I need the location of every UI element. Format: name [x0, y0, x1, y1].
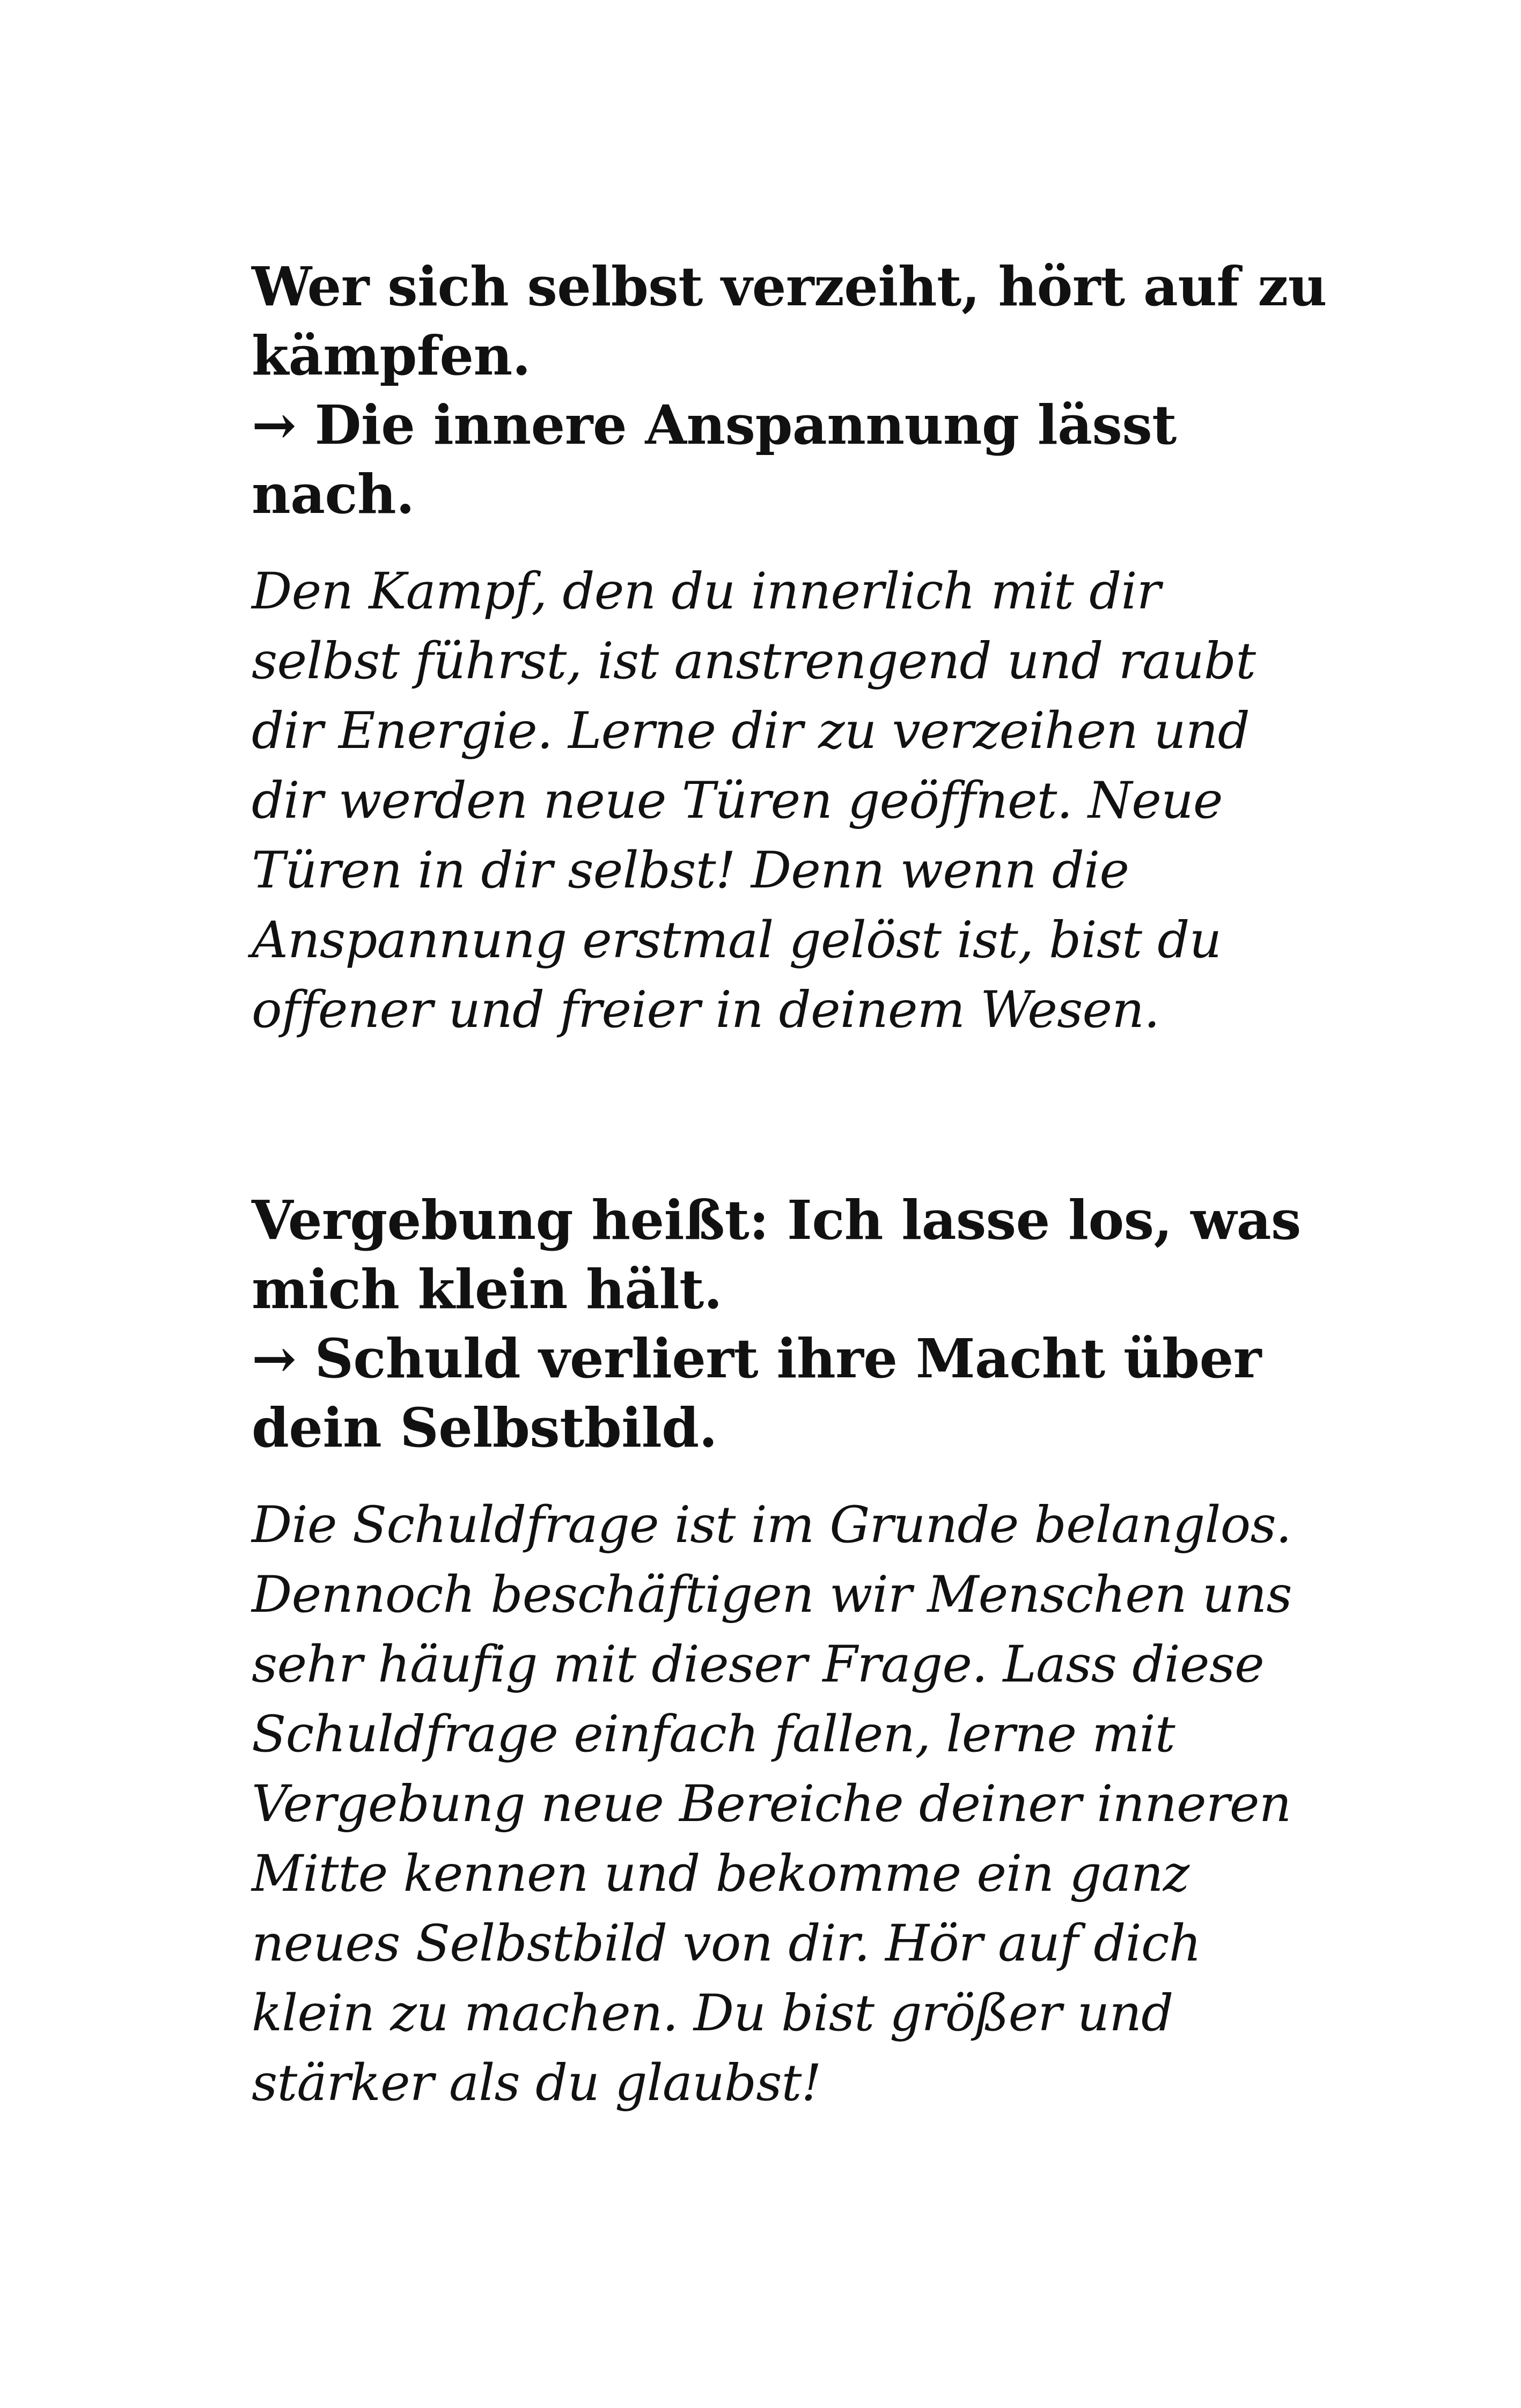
body-line: Vergebung neue Bereiche deiner inneren — [252, 1775, 1291, 1833]
body-line: offener und freier in deinem Wesen. — [252, 981, 1160, 1039]
body-line: stärker als du glaubst! — [252, 2054, 821, 2112]
section-1-heading — [252, 252, 1327, 529]
body-line: Den Kampf, den du innerlich mit dir — [252, 562, 1160, 621]
heading-line: nach. — [252, 462, 415, 526]
body-line: Türen in dir selbst! Denn wenn die — [252, 841, 1129, 900]
body-line: Schuldfrage einfach fallen, lerne mit — [252, 1705, 1175, 1764]
body-line: klein zu machen. Du bist größer und — [252, 1984, 1173, 2043]
heading-line: → Schuld verliert ihre Macht über — [252, 1327, 1261, 1390]
body-line: Die Schuldfrage ist im Grunde belanglos. — [252, 1496, 1291, 1554]
heading-line: Vergebung heißt: Ich lasse los, was — [252, 1188, 1301, 1252]
heading-line: mich klein hält. — [252, 1258, 723, 1321]
body-line: sehr häufig mit dieser Frage. Lass diese — [252, 1635, 1264, 1694]
section-2-heading — [252, 1186, 1301, 1463]
body-line: selbst führst, ist anstrengend und raubt — [252, 632, 1256, 691]
heading-line: Wer sich selbst verzeiht, hört auf zu — [252, 255, 1327, 318]
heading-line: → Die innere Anspannung lässt — [252, 393, 1177, 457]
heading-line: dein Selbstbild. — [252, 1396, 717, 1459]
body-line: Dennoch beschäftigen wir Menschen uns — [252, 1566, 1292, 1624]
body-line: neues Selbstbild von dir. Hör auf dich — [252, 1914, 1201, 1973]
body-line: Mitte kennen und bekomme ein ganz — [252, 1845, 1189, 1903]
section-1-body — [252, 557, 1271, 1045]
document-page — [252, 252, 1327, 2118]
body-line: Anspannung erstmal gelöst ist, bist du — [252, 911, 1222, 970]
section-2-body — [252, 1491, 1292, 2118]
body-line: dir Energie. Lerne dir zu verzeihen und — [252, 702, 1250, 760]
body-line: dir werden neue Türen geöffnet. Neue — [252, 772, 1223, 830]
heading-line: kämpfen. — [252, 324, 531, 387]
